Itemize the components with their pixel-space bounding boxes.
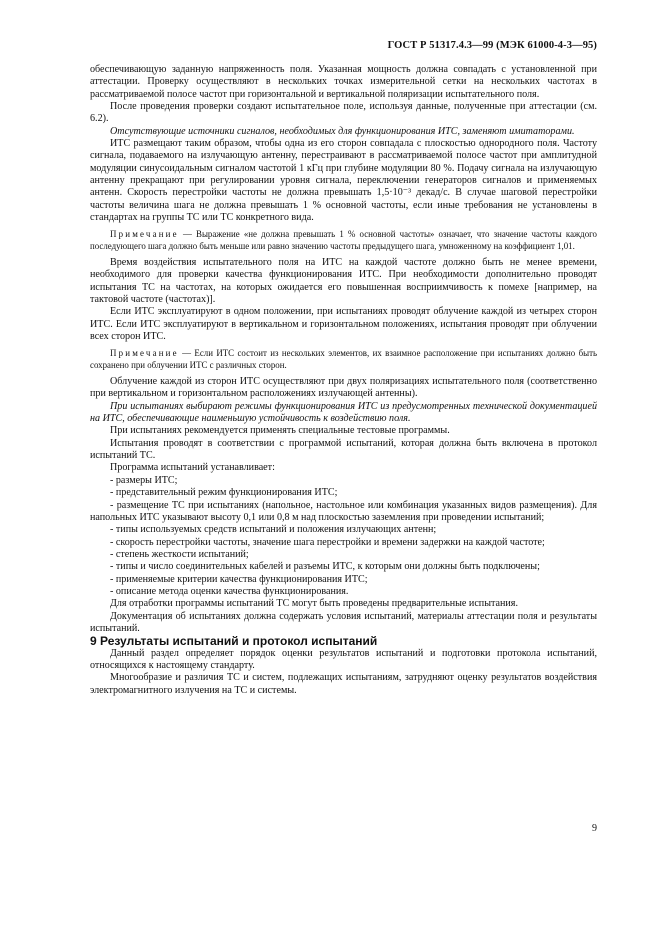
note-label: Примечание [110,348,179,359]
paragraph: Время воздействия испытательного поля на ИТС на каждой частоте должно быть не менее времени, необходимого для проверки качества функционирования ИТС. При необходимости дополнительно проводят испытания ТС на частотах, на которых ожидается его повышенная восприимчивость к помехе [например, на тактовой частоте (частотах)]. [90,257,597,306]
note-label: Примечание [110,229,179,240]
paragraph: Если ИТС эксплуатируют в одном положении, при испытаниях проводят облучение каждой из четырех сторон ИТС. Если ИТС эксплуатируют в вертикальном и горизонтальном положениях, испытания проводят при облучении всех сторон ИТС. [90,306,597,343]
paragraph-italic: Отсутствующие источники сигналов, необходимых для функционирования ИТС, заменяют имитаторами. [110,125,575,137]
document-body [90,64,597,697]
paragraph-italic: При испытаниях выбирают режимы функционирования ИТС из предусмотренных технической документацией на ИТС, обеспечивающие наименьшую устойчивость к воздействию поля. [90,400,597,425]
list-item: - типы используемых средств испытаний и положения излучающих антенн; [110,524,437,536]
list-item: - представительный режим функционирования ИТС; [110,487,338,499]
list-item: - описание метода оценки качества функционирования. [110,585,349,597]
note [90,229,597,252]
list-item: - размещение ТС при испытаниях (напольное, настольное или комбинация указанных видов размещения). Для напольных ИТС указывают высоту 0,1 или 0,8 м над плоскостью заземления при проведении испытаний; [90,499,597,523]
note-text: — Выражение «не должна превышать 1 % основной частоты» означает, что значение частоты каждого последующего шага должно быть меньше или равно значению частоты предыдущего шага, умноженному на коэффициент 1,01. [90,229,597,251]
paragraph: После проведения проверки создают испытательное поле, используя данные, полученные при аттестации (см. 6.2). [90,101,597,125]
list-item: - скорость перестройки частоты, значение шага перестройки и времени задержки на каждой частоте; [110,536,545,548]
paragraph: ИТС размещают таким образом, чтобы одна из его сторон совпадала с плоскостью однородного поля. Частоту сигнала, подаваемого на излучающую антенну, перестраивают в рассматриваемой полосе частот при амплитудной модуляции синусоидальным сигналом частотой 1 кГц при глубине модуляции 80 %. Подачу сигнала на излучающую антенну прекращают при регулировании уровня сигнала, переключении генераторов сигналов и применяемых антенн. Скорость перестройки частоты не должна превышать 1,5·10⁻³ декад/с. В случае шаговой перестройки частоты величина шага не должна превышать 1 % основной частоты, если иные требования не установлены в стандартах на группы ТС или ТС конкретного вида. [90,138,597,224]
list-item: - типы и число соединительных кабелей и разъемы ИТС, к которым они должны быть подключены; [110,561,540,573]
paragraph: обеспечивающую заданную напряженность поля. Указанная мощность должна совпадать с установленной при аттестации. Проверку осуществляют в нескольких точках измерительной сетки на нескольких частотах в рассматриваемой полосе частот при горизонтальной и вертикальной поляризации испытательного поля. [90,64,597,100]
paragraph: Испытания проводят в соответствии с программой испытаний, которая должна быть включена в протокол испытаний ТС. [90,437,597,462]
note [90,348,597,371]
page-number: 9 [592,823,597,834]
paragraph: Для отработки программы испытаний ТС могут быть проведены предварительные испытания. [110,598,518,610]
paragraph: При испытаниях рекомендуется применять специальные тестовые программы. [110,425,450,437]
list-item: - размеры ИТС; [110,474,178,486]
paragraph: Многообразие и различия ТС и систем, подлежащих испытаниям, затрудняют оценку результатов воздействия электромагнитного излучения на ТС и системы. [90,672,597,696]
standard-header: ГОСТ Р 51317.4.3—99 (МЭК 61000-4-3—95) [387,40,597,51]
list-item: - степень жесткости испытаний; [110,548,249,560]
section-heading: 9 Результаты испытаний и протокол испытаний [90,634,378,649]
paragraph: Облучение каждой из сторон ИТС осуществляют при двух поляризациях испытательного поля (соответственно при вертикальном и горизонтальном расположениях излучающей антенны). [90,376,597,400]
paragraph: Программа испытаний устанавливает: [110,462,275,474]
paragraph: Данный раздел определяет порядок оценки результатов испытаний и подготовки протокола испытаний, относящихся к настоящему стандарту. [90,647,597,671]
list-item: - применяемые критерии качества функционирования ИТС; [110,573,368,585]
note-text: — Если ИТС состоит из нескольких элементов, их взаимное расположение при испытаниях должно быть сохранено при облучении ИТС с различных сторон. [90,348,597,370]
paragraph: Документация об испытаниях должна содержать условия испытаний, материалы аттестации поля и результаты испытаний. [90,610,597,634]
